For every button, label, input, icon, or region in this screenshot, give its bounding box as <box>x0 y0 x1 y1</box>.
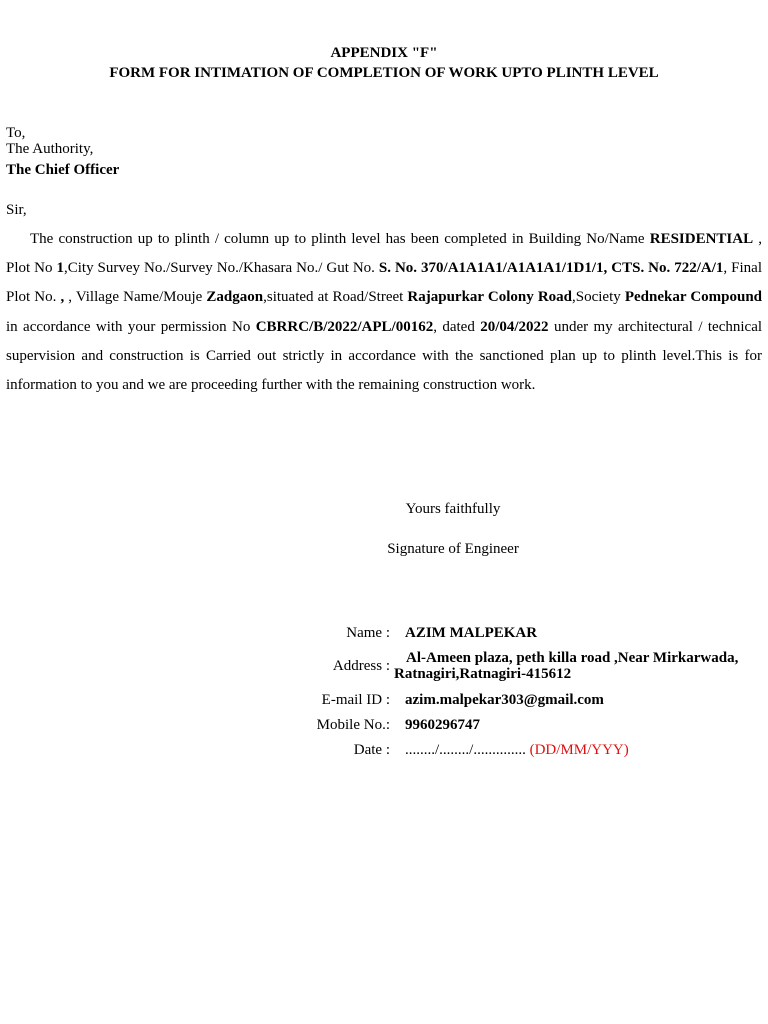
body-text: , Plot No <box>6 231 762 277</box>
name-label: Name : <box>346 625 390 641</box>
society-name: Pednekar Compound <box>624 289 763 306</box>
engineer-mobile: 9960296747 <box>405 717 480 733</box>
mobile-label: Mobile No.: <box>316 717 390 733</box>
email-label: E-mail ID : <box>321 692 390 708</box>
salutation: Sir, <box>6 202 27 218</box>
engineer-email: azim.malpekar303@gmail.com <box>405 692 604 708</box>
date-blank: ......../......../.............. <box>405 742 526 758</box>
date-format-hint: (DD/MM/YYY) <box>529 742 629 758</box>
village-name: Zadgaon <box>206 289 264 306</box>
body-paragraph <box>6 225 762 400</box>
date-label: Date : <box>353 742 390 758</box>
permission-date: 20/04/2022 <box>480 318 549 335</box>
permission-number: CBRRC/B/2022/APL/00162 <box>255 318 434 335</box>
signature-label: Signature of Engineer <box>387 541 519 557</box>
form-title: FORM FOR INTIMATION OF COMPLETION OF WORK UPTO PLINTH LEVEL <box>109 65 659 81</box>
body-text: ,situated at Road/Street <box>263 289 408 306</box>
body-text: under my architectural / technical supervision and construction is Carried out strictly in accordance with the sanctioned plan up to plinth level.This is for information to you and we are proceeding further with the remaining construction work. <box>6 318 763 394</box>
body-text: , dated <box>433 318 481 335</box>
address-label: Address : <box>332 658 390 674</box>
building-name: RESIDENTIAL <box>649 231 754 247</box>
date-field <box>405 742 629 759</box>
body-text: ,City Survey No./Survey No./Khasara No./ Gut No. <box>63 260 379 277</box>
engineer-address: Al-Ameen plaza, peth killa road ,Near Mirkarwada, Ratnagiri,Ratnagiri-415612 <box>394 650 739 682</box>
appendix-title: APPENDIX "F" <box>330 45 438 61</box>
to-line: To, <box>6 125 26 141</box>
engineer-name: AZIM MALPEKAR <box>405 625 538 641</box>
road-name: Rajapurkar Colony Road <box>407 289 573 306</box>
final-plot-number: , <box>60 289 65 306</box>
officer-line: The Chief Officer <box>6 162 120 178</box>
body-text: , Final Plot No. <box>6 260 762 306</box>
yours-faithfully: Yours faithfully <box>405 501 501 517</box>
survey-number: S. No. 370/A1A1A1/A1A1A1/1D1/1, CTS. No. 722/A/1 <box>378 260 724 277</box>
authority-line: The Authority, <box>6 141 94 157</box>
body-text: The construction up to plinth / column up to plinth level has been completed in Building No/Name <box>30 231 650 247</box>
plot-number: 1 <box>56 260 64 277</box>
body-text: ,Society <box>572 289 625 306</box>
body-text: , Village Name/Mouje <box>64 289 207 306</box>
body-text: in accordance with your permission No <box>6 318 256 335</box>
